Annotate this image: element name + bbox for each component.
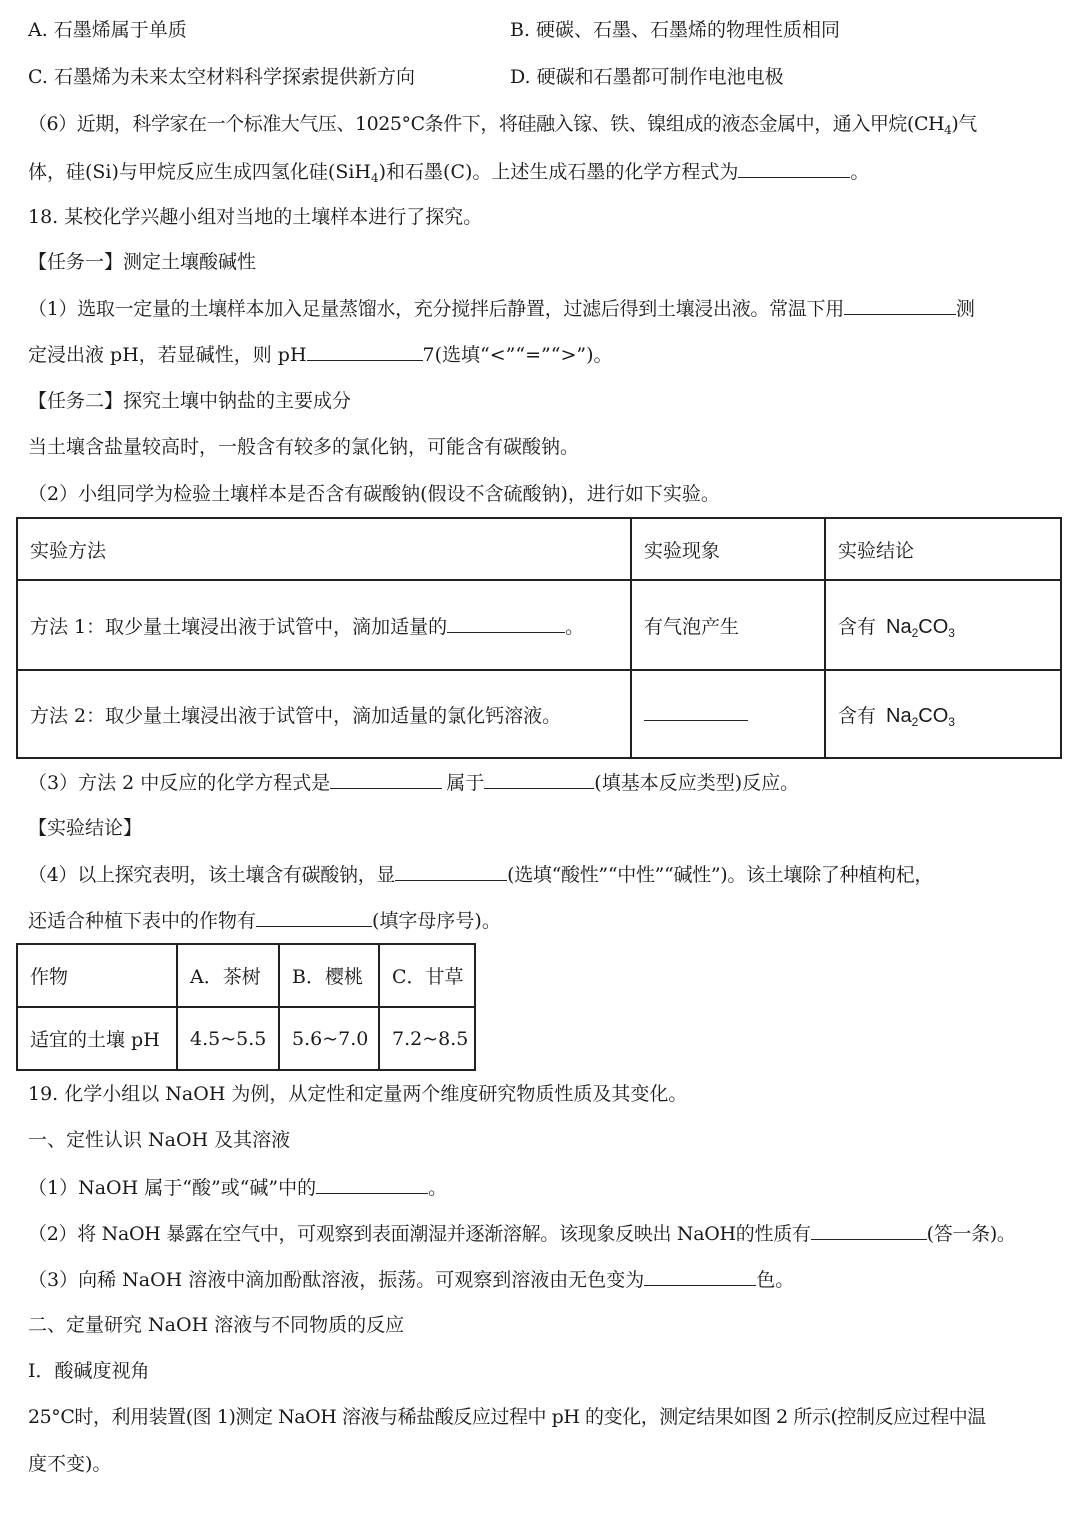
ph-b: 5.6~7.0 <box>279 1007 379 1070</box>
q19-part2: （2）将 NaOH 暴露在空气中，可观察到表面潮湿并逐渐溶解。该现象反映出 NaOH的性质有 (答一条)。 <box>28 1223 1016 1245</box>
row2-conclusion: 含有 $Na_2CO_3$ <box>825 670 1061 758</box>
experiment-table <box>16 517 1062 759</box>
header-method: 实验方法 <box>17 518 631 580</box>
q18-intro: 当土壤含盐量较高时，一般含有较多的氯化钠，可能含有碳酸钠。 <box>28 436 580 458</box>
answer-blank[interactable] <box>644 702 748 721</box>
answer-blank[interactable] <box>484 770 594 789</box>
row1-phenomenon: 有气泡产生 <box>631 580 825 670</box>
crop-header: 作物 <box>17 944 177 1007</box>
answer-blank[interactable] <box>330 770 442 789</box>
q18-part1-line2: 定浸出液 pH，若显碱性，则 pH 7(选填“<”“=”“>”)。 <box>28 344 613 366</box>
crop-a: A．茶树 <box>177 944 279 1007</box>
q17-part6-line1: （6）近期，科学家在一个标准大气压、1025°C条件下，将硅融入镓、铁、镍组成的液态金属中，通入甲烷$(CH_4)$气 <box>28 113 977 137</box>
ph-c: 7.2~8.5 <box>379 1007 475 1070</box>
q19-section1: 一、定性认识 NaOH 及其溶液 <box>28 1129 291 1151</box>
q19-title: 19. 化学小组以 NaOH 为例，从定性和定量两个维度研究物质性质及其变化。 <box>28 1083 688 1105</box>
ph-a: 4.5~5.5 <box>177 1007 279 1070</box>
answer-blank[interactable] <box>395 862 507 881</box>
q19-subsection1: I．酸碱度视角 <box>28 1360 150 1382</box>
ph-header: 适宜的土壤 pH <box>17 1007 177 1070</box>
crop-c: C．甘草 <box>379 944 475 1007</box>
q19-part3: （3）向稀 NaOH 溶液中滴加酚酞溶液，振荡。可观察到溶液由无色变为 色。 <box>28 1269 795 1291</box>
answer-blank[interactable] <box>447 614 565 633</box>
option-c: C. 石墨烯为未来太空材料科学探索提供新方向 <box>28 66 415 88</box>
crop-ph-table <box>16 943 476 1071</box>
q19-section2: 二、定量研究 NaOH 溶液与不同物质的反应 <box>28 1314 405 1336</box>
q19-part1: （1）NaOH 属于“酸”或“碱”中的 。 <box>28 1177 448 1199</box>
task1-heading: 【任务一】测定土壤酸碱性 <box>28 251 257 273</box>
q17-part6-line2: 体，硅(Si)与甲烷反应生成四氢化硅(SiH$_4$)和石墨(C)。上述生成石墨的化学方程式为 。 <box>28 161 870 185</box>
answer-blank[interactable] <box>307 342 423 361</box>
q19-part4-line2: 度不变)。 <box>28 1453 112 1475</box>
answer-blank[interactable] <box>316 1175 428 1194</box>
conclusion-heading: 【实验结论】 <box>28 817 143 839</box>
answer-blank[interactable] <box>256 908 372 927</box>
option-b: B. 硬碳、石墨、石墨烯的物理性质相同 <box>510 19 841 41</box>
task2-heading: 【任务二】探究土壤中钠盐的主要成分 <box>28 390 352 412</box>
q19-part4-line1: 25°C时，利用装置(图 1)测定 NaOH 溶液与稀盐酸反应过程中 pH 的变化，测定结果如图 2 所示(控制反应过程中温 <box>28 1406 986 1428</box>
answer-blank[interactable] <box>738 159 850 178</box>
option-d: D. 硬碳和石墨都可制作电池电极 <box>510 66 784 88</box>
q18-part2: （2）小组同学为检验土壤样本是否含有碳酸钠(假设不含硫酸钠)，进行如下实验。 <box>28 483 720 505</box>
row1-conclusion: 含有 $Na_2CO_3$ <box>825 580 1061 670</box>
q18-part4-line2: 还适合种植下表中的作物有 (填字母序号)。 <box>28 910 501 932</box>
header-conclusion: 实验结论 <box>825 518 1061 580</box>
answer-blank[interactable] <box>811 1221 927 1240</box>
option-a: A. 石墨烯属于单质 <box>28 19 187 41</box>
crop-b: B．樱桃 <box>279 944 379 1007</box>
row1-method: 方法 1：取少量土壤浸出液于试管中，滴加适量的 。 <box>17 580 631 670</box>
answer-blank[interactable] <box>644 1267 756 1286</box>
header-phenomenon: 实验现象 <box>631 518 825 580</box>
q18-part3: （3）方法 2 中反应的化学方程式是 属于 (填基本反应类型)反应。 <box>28 772 800 794</box>
row2-method: 方法 2：取少量土壤浸出液于试管中，滴加适量的氯化钙溶液。 <box>17 670 631 758</box>
q18-title: 18. 某校化学兴趣小组对当地的土壤样本进行了探究。 <box>28 206 483 228</box>
row2-phenomenon <box>631 670 825 758</box>
q18-part1-line1: （1）选取一定量的土壤样本加入足量蒸馏水，充分搅拌后静置，过滤后得到土壤浸出液。常温下用 测 <box>28 298 975 320</box>
answer-blank[interactable] <box>844 296 956 315</box>
q18-part4-line1: （4）以上探究表明，该土壤含有碳酸钠，显 (选填“酸性”“中性”“碱性”)。该土壤除了种植枸杞， <box>28 864 934 886</box>
